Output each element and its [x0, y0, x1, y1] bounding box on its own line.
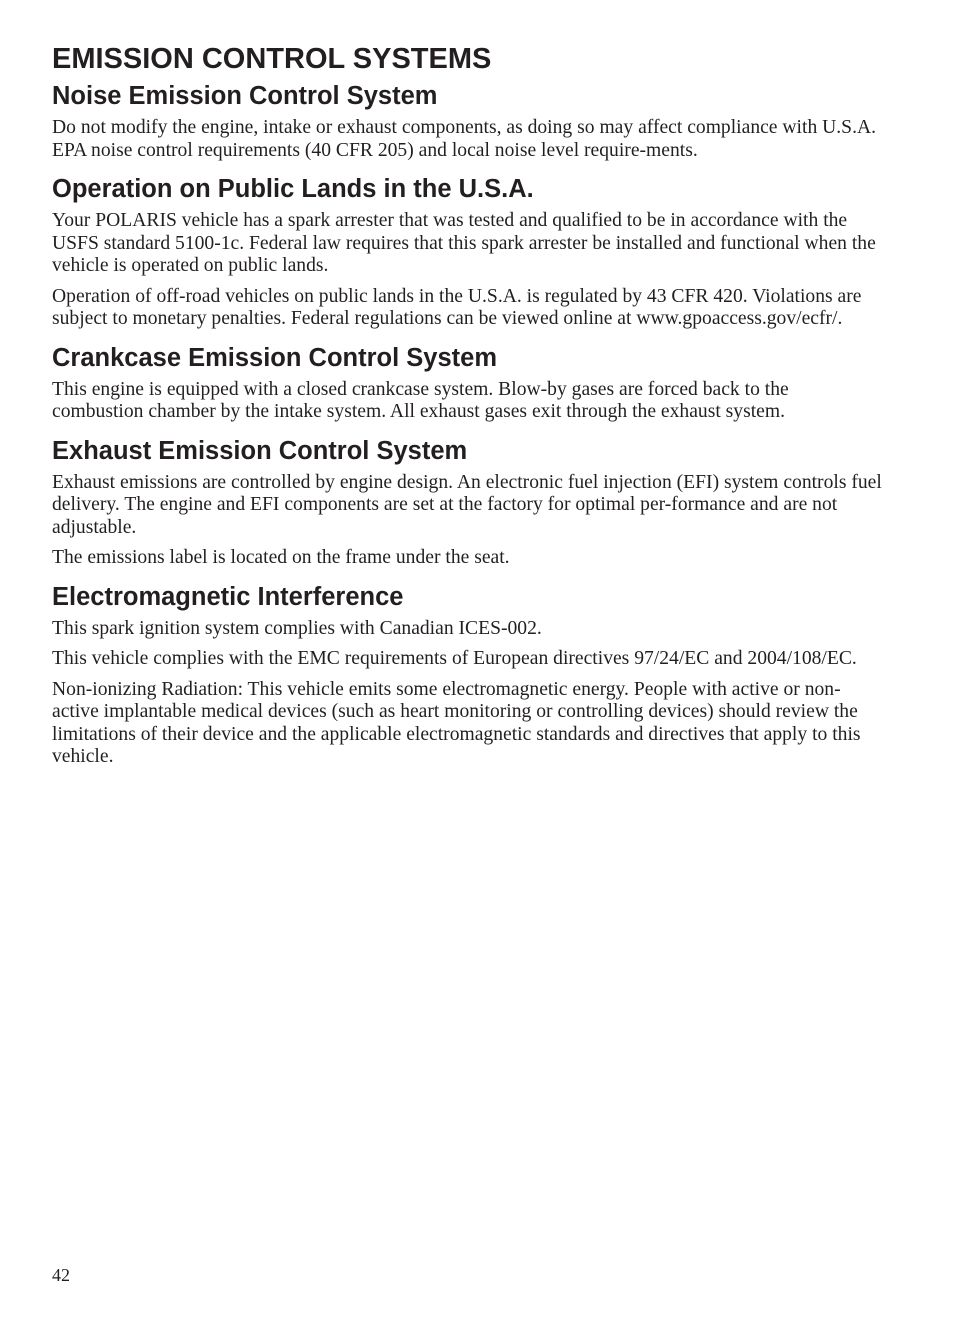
section-exhaust-emission	[52, 436, 882, 570]
section-paragraph: The emissions label is located on the frame under the seat.	[52, 547, 510, 568]
section-heading: Crankcase Emission Control System	[52, 343, 497, 372]
section-heading: Electromagnetic Interference	[52, 582, 404, 611]
section-paragraph: This vehicle complies with the EMC requirements of European directives 97/24/EC and 2004/108/EC.	[52, 648, 857, 669]
section-electromagnetic-interference	[52, 582, 882, 769]
section-heading: Operation on Public Lands in the U.S.A.	[52, 175, 534, 203]
section-paragraph: Non-ionizing Radiation: This vehicle emits some electromagnetic energy. People with active or non-active implantable medical devices (such as heart monitoring or controlling devices) should review the limitations of their device and the applicable electromagnetic standards and directives that apply to this vehicle.	[52, 678, 861, 767]
section-paragraph: Exhaust emissions are controlled by engine design. An electronic fuel injection (EFI) system controls fuel delivery. The engine and EFI components are set at the factory for optimal per-formance and are not adjustable.	[52, 471, 882, 538]
section-heading: Noise Emission Control System	[52, 82, 438, 110]
section-paragraph: This spark ignition system complies with Canadian ICES-002.	[52, 617, 542, 639]
page-title: EMISSION CONTROL SYSTEMS	[52, 43, 492, 75]
section-paragraph: This engine is equipped with a closed crankcase system. Blow-by gases are forced back to the combustion chamber by the intake system. All exhaust gases exit through the exhaust system.	[52, 378, 789, 422]
section-public-lands	[52, 174, 882, 331]
page-content	[52, 42, 882, 777]
section-noise-emission	[52, 81, 882, 162]
section-paragraph: Your POLARIS vehicle has a spark arrester that was tested and qualified to be in accordance with the USFS standard 5100-1c. Federal law requires that this spark arrester be installed and functional when the vehicle is operated on public lands.	[52, 210, 876, 276]
section-paragraph: Operation of off-road vehicles on public lands in the U.S.A. is regulated by 43 CFR 420. Violations are subject to monetary penalties. Federal regulations can be viewed online at www.gpoaccess.gov/ecfr/.	[52, 285, 862, 329]
section-heading: Exhaust Emission Control System	[52, 436, 468, 465]
page-number: 42	[52, 1265, 70, 1285]
section-crankcase-emission	[52, 343, 882, 424]
section-paragraph: Do not modify the engine, intake or exhaust components, as doing so may affect compliance with U.S.A. EPA noise control requirements (40 CFR 205) and local noise level require-ments.	[52, 117, 877, 161]
